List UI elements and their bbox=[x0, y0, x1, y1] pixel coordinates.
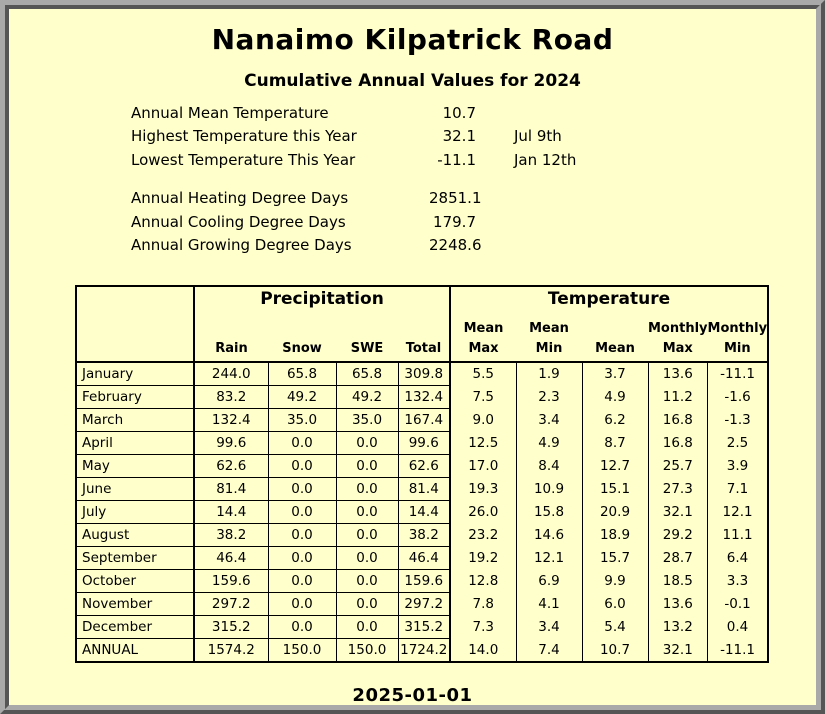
table-row bbox=[76, 478, 768, 501]
table-cell: 19.2 bbox=[450, 547, 516, 570]
row-label: December bbox=[76, 616, 194, 639]
table-cell: 17.0 bbox=[450, 455, 516, 478]
table-cell: 6.2 bbox=[582, 409, 648, 432]
column-header-total: Total bbox=[398, 319, 450, 362]
stat-label: Annual Cooling Degree Days bbox=[131, 212, 346, 231]
table-cell: 12.5 bbox=[450, 432, 516, 455]
table-cell: 28.7 bbox=[648, 547, 708, 570]
table-cell: 2.5 bbox=[708, 432, 769, 455]
table-row bbox=[76, 593, 768, 616]
table-cell: 9.0 bbox=[450, 409, 516, 432]
table-cell: 159.6 bbox=[398, 570, 450, 593]
table-cell: 62.6 bbox=[398, 455, 450, 478]
table-cell: 309.8 bbox=[398, 362, 450, 386]
row-label: May bbox=[76, 455, 194, 478]
table-cell: 38.2 bbox=[194, 524, 268, 547]
table-cell: 0.0 bbox=[336, 593, 398, 616]
table-cell: 46.4 bbox=[194, 547, 268, 570]
degree-day-stats-group bbox=[131, 187, 576, 258]
table-cell: 1724.2 bbox=[398, 639, 450, 663]
table-cell: 16.8 bbox=[648, 432, 708, 455]
table-cell: 18.5 bbox=[648, 570, 708, 593]
table-cell: 32.1 bbox=[648, 501, 708, 524]
annual-summary-stats bbox=[131, 101, 576, 257]
stat-highest-temperature bbox=[131, 125, 576, 149]
table-cell: 35.0 bbox=[336, 409, 398, 432]
table-row bbox=[76, 616, 768, 639]
table-cell: 3.7 bbox=[582, 362, 648, 386]
table-cell: 297.2 bbox=[194, 593, 268, 616]
row-label: March bbox=[76, 409, 194, 432]
table-cell: 49.2 bbox=[268, 386, 336, 409]
table-cell: 12.1 bbox=[516, 547, 582, 570]
row-label: January bbox=[76, 362, 194, 386]
column-header-rain: Rain bbox=[194, 319, 268, 362]
stat-label: Annual Heating Degree Days bbox=[131, 189, 349, 208]
table-cell: 4.9 bbox=[582, 386, 648, 409]
table-cell: 29.2 bbox=[648, 524, 708, 547]
table-cell: 46.4 bbox=[398, 547, 450, 570]
stat-value: 10.7 bbox=[442, 103, 476, 122]
stat-value: 179.7 bbox=[433, 212, 476, 231]
table-cell: 297.2 bbox=[398, 593, 450, 616]
table-cell: 15.1 bbox=[582, 478, 648, 501]
table-cell: 25.7 bbox=[648, 455, 708, 478]
table-cell: 6.9 bbox=[516, 570, 582, 593]
table-cell: 0.0 bbox=[268, 547, 336, 570]
page-title: Nanaimo Kilpatrick Road bbox=[211, 23, 614, 56]
table-cell: 8.7 bbox=[582, 432, 648, 455]
table-cell: 32.1 bbox=[648, 639, 708, 663]
table-cell: 7.1 bbox=[708, 478, 769, 501]
table-cell: 5.5 bbox=[450, 362, 516, 386]
table-cell: 315.2 bbox=[194, 616, 268, 639]
table-cell: 10.9 bbox=[516, 478, 582, 501]
table-cell: 13.2 bbox=[648, 616, 708, 639]
table-cell: 4.1 bbox=[516, 593, 582, 616]
stat-label: Lowest Temperature This Year bbox=[131, 150, 356, 169]
row-label: September bbox=[76, 547, 194, 570]
stat-label: Highest Temperature this Year bbox=[131, 127, 357, 146]
monthly-summary-table bbox=[75, 285, 769, 663]
table-cell: 1574.2 bbox=[194, 639, 268, 663]
table-cell: 7.3 bbox=[450, 616, 516, 639]
stat-growing-degree-days bbox=[131, 234, 576, 258]
table-cell: 11.1 bbox=[708, 524, 769, 547]
group-header-row bbox=[76, 286, 768, 319]
table-cell: 7.5 bbox=[450, 386, 516, 409]
table-cell: 15.8 bbox=[516, 501, 582, 524]
table-row bbox=[76, 362, 768, 386]
table-cell: 159.6 bbox=[194, 570, 268, 593]
stat-annual-mean-temperature bbox=[131, 101, 576, 125]
table-cell: 0.0 bbox=[336, 547, 398, 570]
table-cell: 132.4 bbox=[398, 386, 450, 409]
table-cell: -11.1 bbox=[708, 639, 769, 663]
table-cell: 38.2 bbox=[398, 524, 450, 547]
stat-lowest-temperature bbox=[131, 148, 576, 172]
page-subtitle: Cumulative Annual Values for 2024 bbox=[244, 71, 581, 91]
row-label: October bbox=[76, 570, 194, 593]
column-header-snow: Snow bbox=[268, 319, 336, 362]
table-row bbox=[76, 639, 768, 663]
table-cell: 5.4 bbox=[582, 616, 648, 639]
table-row bbox=[76, 524, 768, 547]
table-cell: 7.8 bbox=[450, 593, 516, 616]
corner-cell bbox=[76, 286, 194, 362]
column-header-monthly-max: Monthly Max bbox=[648, 319, 708, 362]
table-cell: 62.6 bbox=[194, 455, 268, 478]
table-cell: 81.4 bbox=[194, 478, 268, 501]
table-cell: 23.2 bbox=[450, 524, 516, 547]
table-cell: 0.0 bbox=[336, 455, 398, 478]
stat-value: 32.1 bbox=[442, 127, 476, 146]
column-header-mean: Mean bbox=[582, 319, 648, 362]
table-row bbox=[76, 386, 768, 409]
table-row bbox=[76, 409, 768, 432]
table-cell: 6.0 bbox=[582, 593, 648, 616]
table-cell: 81.4 bbox=[398, 478, 450, 501]
row-label: August bbox=[76, 524, 194, 547]
row-label: April bbox=[76, 432, 194, 455]
table-cell: -11.1 bbox=[708, 362, 769, 386]
table-cell: 9.9 bbox=[582, 570, 648, 593]
monthly-table-body bbox=[76, 362, 768, 662]
stat-label: Annual Growing Degree Days bbox=[131, 236, 352, 255]
table-cell: -1.3 bbox=[708, 409, 769, 432]
row-label: ANNUAL bbox=[76, 639, 194, 663]
table-cell: 0.0 bbox=[336, 432, 398, 455]
table-cell: 315.2 bbox=[398, 616, 450, 639]
table-cell: 13.6 bbox=[648, 593, 708, 616]
stat-cooling-degree-days bbox=[131, 210, 576, 234]
table-cell: 6.4 bbox=[708, 547, 769, 570]
table-cell: 4.9 bbox=[516, 432, 582, 455]
table-cell: 0.0 bbox=[268, 593, 336, 616]
table-cell: 0.0 bbox=[336, 501, 398, 524]
table-cell: 14.0 bbox=[450, 639, 516, 663]
table-cell: 0.0 bbox=[268, 455, 336, 478]
row-label: February bbox=[76, 386, 194, 409]
table-cell: 12.7 bbox=[582, 455, 648, 478]
table-cell: 0.0 bbox=[268, 432, 336, 455]
stat-date: Jan 12th bbox=[514, 150, 577, 169]
table-cell: 7.4 bbox=[516, 639, 582, 663]
table-cell: 16.8 bbox=[648, 409, 708, 432]
table-cell: 65.8 bbox=[336, 362, 398, 386]
temperature-stats-group bbox=[131, 101, 576, 172]
table-cell: 18.9 bbox=[582, 524, 648, 547]
stat-value: 2248.6 bbox=[429, 236, 482, 255]
table-cell: 0.0 bbox=[336, 524, 398, 547]
table-cell: 3.4 bbox=[516, 409, 582, 432]
table-cell: 0.0 bbox=[336, 570, 398, 593]
table-cell: 244.0 bbox=[194, 362, 268, 386]
table-cell: 10.7 bbox=[582, 639, 648, 663]
table-cell: 0.0 bbox=[336, 478, 398, 501]
table-row bbox=[76, 547, 768, 570]
column-header-monthly-min: Monthly Min bbox=[708, 319, 769, 362]
table-row bbox=[76, 455, 768, 478]
table-cell: 0.0 bbox=[268, 478, 336, 501]
table-cell: 150.0 bbox=[336, 639, 398, 663]
table-cell: 14.6 bbox=[516, 524, 582, 547]
row-label: June bbox=[76, 478, 194, 501]
table-cell: 65.8 bbox=[268, 362, 336, 386]
table-cell: 0.0 bbox=[336, 616, 398, 639]
table-cell: 2.3 bbox=[516, 386, 582, 409]
table-cell: 19.3 bbox=[450, 478, 516, 501]
table-cell: 167.4 bbox=[398, 409, 450, 432]
column-header-mean-min: Mean Min bbox=[516, 319, 582, 362]
table-cell: 49.2 bbox=[336, 386, 398, 409]
table-cell: 27.3 bbox=[648, 478, 708, 501]
table-cell: 0.4 bbox=[708, 616, 769, 639]
table-cell: 0.0 bbox=[268, 616, 336, 639]
table-cell: -1.6 bbox=[708, 386, 769, 409]
table-cell: -0.1 bbox=[708, 593, 769, 616]
table-cell: 99.6 bbox=[398, 432, 450, 455]
table-cell: 0.0 bbox=[268, 524, 336, 547]
table-cell: 0.0 bbox=[268, 570, 336, 593]
stat-heating-degree-days bbox=[131, 187, 576, 211]
table-cell: 11.2 bbox=[648, 386, 708, 409]
stat-value: 2851.1 bbox=[429, 189, 482, 208]
table-cell: 13.6 bbox=[648, 362, 708, 386]
table-cell: 1.9 bbox=[516, 362, 582, 386]
table-cell: 12.8 bbox=[450, 570, 516, 593]
table-cell: 14.4 bbox=[194, 501, 268, 524]
stat-date: Jul 9th bbox=[514, 127, 562, 146]
table-cell: 26.0 bbox=[450, 501, 516, 524]
table-cell: 150.0 bbox=[268, 639, 336, 663]
table-cell: 99.6 bbox=[194, 432, 268, 455]
table-cell: 20.9 bbox=[582, 501, 648, 524]
table-cell: 14.4 bbox=[398, 501, 450, 524]
column-header-swe: SWE bbox=[336, 319, 398, 362]
table-cell: 3.3 bbox=[708, 570, 769, 593]
table-row bbox=[76, 501, 768, 524]
table-row bbox=[76, 570, 768, 593]
table-cell: 83.2 bbox=[194, 386, 268, 409]
table-cell: 12.1 bbox=[708, 501, 769, 524]
report-date: 2025-01-01 bbox=[352, 685, 473, 706]
table-cell: 0.0 bbox=[268, 501, 336, 524]
table-cell: 3.4 bbox=[516, 616, 582, 639]
row-label: July bbox=[76, 501, 194, 524]
table-cell: 35.0 bbox=[268, 409, 336, 432]
table-row bbox=[76, 432, 768, 455]
row-label: November bbox=[76, 593, 194, 616]
column-header-mean-max: Mean Max bbox=[450, 319, 516, 362]
table-cell: 15.7 bbox=[582, 547, 648, 570]
temperature-group-header: Temperature bbox=[450, 286, 768, 319]
precipitation-group-header: Precipitation bbox=[194, 286, 450, 319]
table-cell: 132.4 bbox=[194, 409, 268, 432]
stat-label: Annual Mean Temperature bbox=[131, 103, 329, 122]
table-cell: 3.9 bbox=[708, 455, 769, 478]
table-cell: 8.4 bbox=[516, 455, 582, 478]
stat-value: -11.1 bbox=[437, 150, 476, 169]
